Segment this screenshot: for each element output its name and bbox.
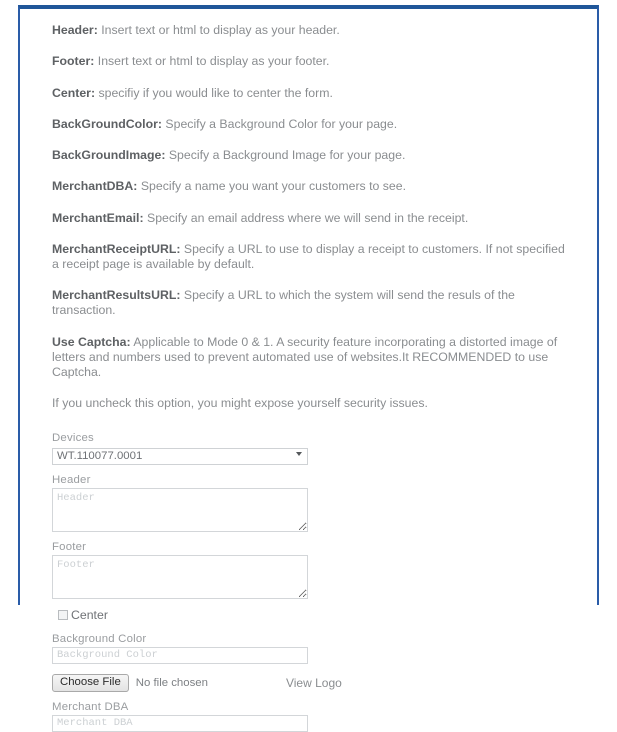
help-description: Specify an email address where we will send in the receipt. [143,210,469,225]
help-item [52,54,567,69]
center-checkbox[interactable] [58,610,68,620]
content-panel [18,5,599,713]
help-term: Footer: [52,54,95,69]
help-item [52,242,567,272]
help-description: Insert text or html to display as your footer. [94,54,330,69]
help-description: Specify a name you want your customers to see. [137,179,407,194]
help-item [52,179,567,194]
help-description: Specify a URL to which the system will send the resuls of the transaction. [52,288,515,318]
help-term: Header: [52,23,98,37]
background-color-input[interactable] [52,647,308,664]
devices-label: Devices [52,431,94,444]
view-logo-link[interactable]: View Logo [285,675,342,690]
help-item [52,117,567,132]
help-item [52,86,567,101]
merchant-dba-input[interactable] [52,715,308,732]
field-header [52,474,567,532]
help-item [52,335,567,380]
help-term: BackGroundImage: [52,148,166,163]
header-label: Header [52,473,91,486]
background-color-label: Background Color [52,632,147,645]
help-term: MerchantEmail: [52,210,144,225]
field-devices [52,432,567,465]
help-description: Specify a Background Image for your page. [165,148,406,163]
help-description: Specify a URL to use to display a receipt to customers. If not specified a receipt page is available by default. [52,242,565,272]
help-description: Specify a Background Color for your page. [162,116,398,131]
help-term: Center: [52,85,96,100]
help-item [52,148,567,163]
help-description: specifiy if you would like to center the form. [95,85,333,100]
merchant-dba-label: Merchant DBA [52,700,129,713]
help-term: BackGroundColor: [52,116,162,131]
field-background-color [52,633,567,664]
help-term: MerchantReceiptURL: [52,242,181,257]
help-item [52,288,567,318]
choose-file-button[interactable]: Choose File [52,674,129,692]
file-status-text: No file chosen [135,676,208,689]
help-term: Use Captcha: [52,334,131,349]
help-text-list [52,23,567,380]
help-description: Applicable to Mode 0 & 1. A security feature incorporating a distorted image of letters and numbers used to prevent automated use of websites.It RECOMMENDED to use Captcha. [52,334,558,379]
field-footer [52,541,567,599]
devices-select[interactable] [52,448,308,465]
captcha-note: If you uncheck this option, you might expose yourself security issues. [52,395,428,410]
footer-label: Footer [52,540,87,553]
help-description: Insert text or html to display as your header. [97,23,340,37]
help-item [52,211,567,226]
settings-form [52,430,567,732]
help-term: MerchantResultsURL: [52,288,181,303]
help-term: MerchantDBA: [52,179,138,194]
center-label: Center [71,607,108,622]
footer-textarea[interactable] [52,555,308,599]
header-textarea[interactable] [52,488,308,532]
field-center[interactable] [58,608,567,622]
field-background-image [52,674,567,692]
field-merchant-dba [52,701,567,732]
help-item [52,23,567,38]
